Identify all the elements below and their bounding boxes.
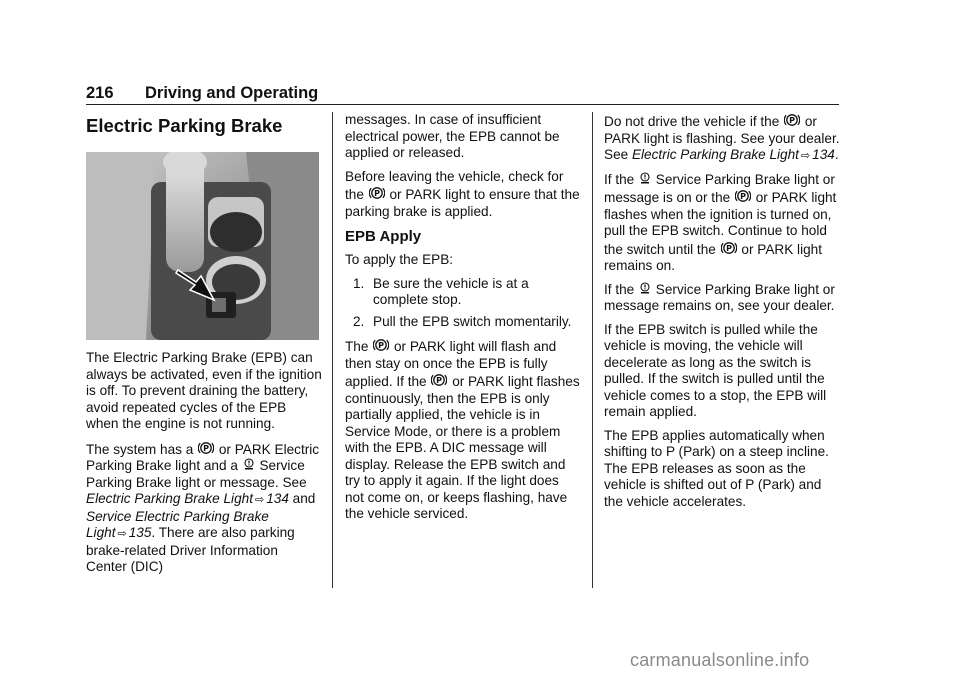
dic-messages-paragraph: messages. In case of insufficient electrical power, the EPB cannot be applied or released. [345,112,560,160]
column-divider [592,112,593,588]
svg-text:P: P [436,376,443,385]
before-leaving-paragraph: Before leaving the vehicle, check for the P or PARK light to ensure that the parking brake is applied. [345,168,580,219]
do-not-drive-paragraph: Do not drive the vehicle if the P or PARK light is flashing. See your dealer. See Electric Parking Brake Light ⇨ 134. [604,114,840,162]
subsection-heading: EPB Apply [345,228,422,245]
page-header [86,84,839,106]
apply-steps-list [345,276,581,331]
section-title: Driving and Operating [145,84,319,102]
xref-service-epb-light[interactable]: Service Electric Parking Brake Light [86,508,269,540]
page-ref-arrow-icon: ⇨ [117,528,127,540]
service-brake-icon [244,458,254,471]
console-figure [86,152,319,340]
xref-page[interactable]: 134 [812,147,835,162]
park-brake-icon [721,240,737,256]
column-3 [604,112,840,517]
xref-page[interactable]: 134 [266,491,289,506]
svg-text:P: P [203,443,210,453]
service-brake-icon [640,282,650,295]
column-2 [345,112,581,530]
park-brake-icon [735,188,751,204]
watermark: carmanualsonline.info [630,650,810,670]
page-number: 216 [86,84,114,102]
page-ref-arrow-icon: ⇨ [800,150,811,162]
svg-text:P: P [725,243,732,253]
xref-epb-light[interactable]: Electric Parking Brake Light [631,147,799,162]
column-1 [86,112,322,583]
moving-vehicle-paragraph: If the EPB switch is pulled while the vehicle is moving, the vehicle will decelerate as long as the switch is pulled. If the switch is pulled until the vehicle comes to a stop, the EPB will remain applied. [604,321,827,419]
list-item: 1. Be sure the vehicle is at a complete stop. [353,275,529,307]
auto-apply-paragraph: The EPB applies automatically when shifting to P (Park) on a steep incline. The EPB releases as soon as the vehicle is shifted out of P (Park) and the vehicle accelerates. [604,427,829,509]
park-brake-icon [784,112,800,128]
console-illustration [86,152,319,340]
page-ref-arrow-icon: ⇨ [254,494,265,506]
service-remains-paragraph: If the Service Parking Brake light or message remains on, see your dealer. [604,281,835,313]
header-rule [86,104,839,105]
service-light-paragraph: If the Service Parking Brake light or message is on or the P or PARK light flashes when the ignition is turned on, pull the EPB switch. Continue to hold the switch until the P or PARK light remains on. [604,171,837,273]
park-light-paragraph: The P or PARK light will flash and then stay on once the EPB is fully applied. If the P or PARK light flashes continuously, then the EPB is only partially applied, the vehicle is in Service Mode, or there is a problem with the EPB. A DIC message will display. Release the EPB switch and try to apply it again. If the light does not come on, or keeps flashing, have the vehicle serviced. [345,339,580,521]
epb-intro-paragraph: The Electric Parking Brake (EPB) can always be activated, even if the ignition is off. To prevent draining the battery, avoid repeated cycles of the EPB when the engine is not running. [86,350,322,431]
park-brake-icon [369,185,385,201]
xref-epb-light[interactable]: Electric Parking Brake Light [86,491,253,506]
park-brake-icon [198,440,214,456]
park-brake-icon [431,372,447,388]
epb-lights-paragraph: The system has a P or PARK Electric Parking Brake light and a Service Parking Brake light or message. See Electric Parking Brake Light ⇨ 134 and Service Electric Parking Brake Light ⇨ 135. There are also parking brake-related Driver Information Center (DIC) [86,441,320,574]
section-heading: Electric Parking Brake [86,115,283,136]
svg-text:P: P [789,116,796,125]
column-divider [332,112,333,588]
apply-intro: To apply the EPB: [345,252,454,267]
service-brake-icon [640,172,650,185]
svg-text:P: P [740,192,746,201]
xref-page[interactable]: 135 [128,525,152,540]
svg-text:P: P [378,341,385,350]
svg-text:P: P [373,189,380,198]
list-item: 2. Pull the EPB switch momentarily. [353,313,572,329]
park-brake-icon [373,337,389,353]
